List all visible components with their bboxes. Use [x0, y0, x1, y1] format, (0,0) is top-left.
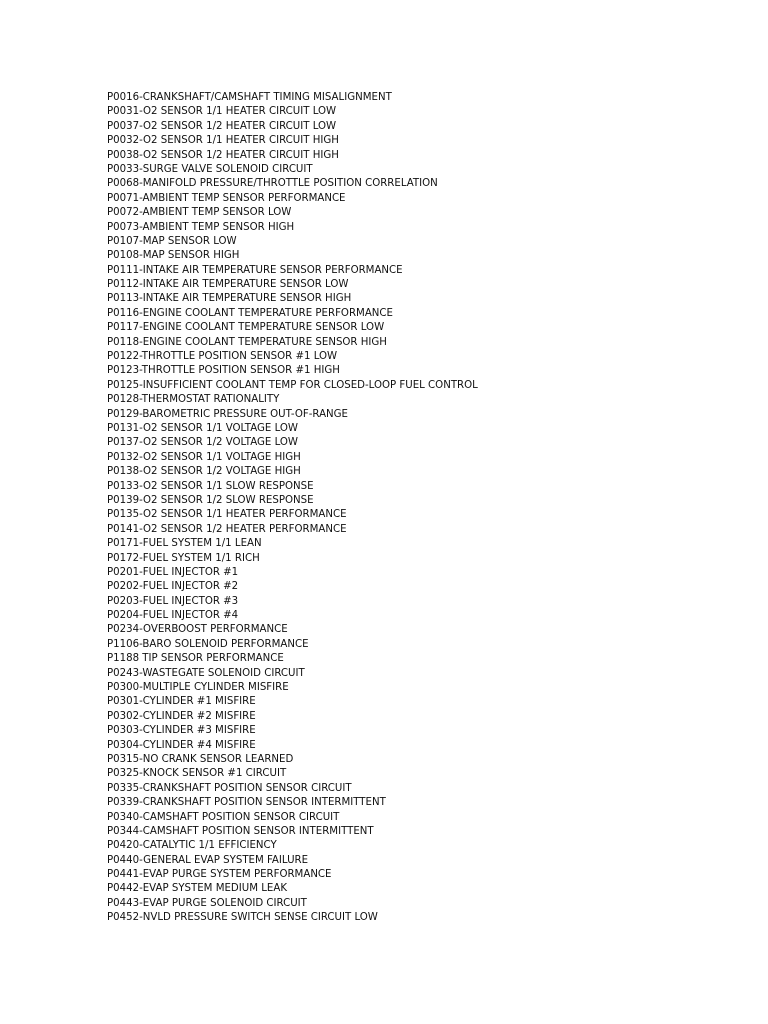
trouble-code-line: P0037-O2 SENSOR 1/2 HEATER CIRCUIT LOW: [107, 120, 337, 132]
trouble-code-line: P0300-MULTIPLE CYLINDER MISFIRE: [107, 682, 289, 694]
trouble-code-line: P0038-O2 SENSOR 1/2 HEATER CIRCUIT HIGH: [107, 149, 339, 161]
trouble-code-line: P0301-CYLINDER #1 MISFIRE: [107, 696, 256, 708]
trouble-code-line: P0116-ENGINE COOLANT TEMPERATURE PERFORMANCE: [107, 307, 393, 319]
trouble-code-line: P0201-FUEL INJECTOR #1: [107, 566, 239, 578]
trouble-code-line: P0141-O2 SENSOR 1/2 HEATER PERFORMANCE: [107, 523, 347, 535]
trouble-code-line: P0203-FUEL INJECTOR #3: [107, 595, 239, 607]
trouble-code-line: P0344-CAMSHAFT POSITION SENSOR INTERMITTENT: [107, 825, 374, 837]
trouble-code-line: P0137-O2 SENSOR 1/2 VOLTAGE LOW: [107, 437, 299, 449]
trouble-code-line: P0303-CYLINDER #3 MISFIRE: [107, 725, 256, 737]
trouble-code-line: P0171-FUEL SYSTEM 1/1 LEAN: [107, 538, 262, 550]
trouble-code-line: P0129-BAROMETRIC PRESSURE OUT-OF-RANGE: [107, 408, 348, 420]
trouble-code-line: P0172-FUEL SYSTEM 1/1 RICH: [107, 552, 260, 564]
trouble-code-line: P0108-MAP SENSOR HIGH: [107, 250, 240, 262]
trouble-code-line: P0335-CRANKSHAFT POSITION SENSOR CIRCUIT: [107, 782, 352, 794]
trouble-code-line: P0304-CYLINDER #4 MISFIRE: [107, 739, 256, 751]
trouble-code-line: P0135-O2 SENSOR 1/1 HEATER PERFORMANCE: [107, 509, 347, 521]
trouble-code-line: P0033-SURGE VALVE SOLENOID CIRCUIT: [107, 163, 313, 175]
trouble-code-line: P0202-FUEL INJECTOR #2: [107, 581, 239, 593]
trouble-code-line: P0139-O2 SENSOR 1/2 SLOW RESPONSE: [107, 494, 314, 506]
trouble-code-line: P0442-EVAP SYSTEM MEDIUM LEAK: [107, 883, 288, 895]
trouble-code-line: P0443-EVAP PURGE SOLENOID CIRCUIT: [107, 897, 307, 909]
trouble-code-line: P0032-O2 SENSOR 1/1 HEATER CIRCUIT HIGH: [107, 135, 339, 147]
trouble-code-line: P0118-ENGINE COOLANT TEMPERATURE SENSOR HIGH: [107, 336, 387, 348]
trouble-code-line: P0440-GENERAL EVAP SYSTEM FAILURE: [107, 854, 309, 866]
trouble-code-line: P0315-NO CRANK SENSOR LEARNED: [107, 753, 294, 765]
trouble-code-line: P0123-THROTTLE POSITION SENSOR #1 HIGH: [107, 365, 340, 377]
trouble-code-line: P0107-MAP SENSOR LOW: [107, 235, 237, 247]
trouble-code-line: P0234-OVERBOOST PERFORMANCE: [107, 624, 288, 636]
trouble-code-line: P0071-AMBIENT TEMP SENSOR PERFORMANCE: [107, 192, 346, 204]
trouble-code-line: P0031-O2 SENSOR 1/1 HEATER CIRCUIT LOW: [107, 106, 337, 118]
trouble-code-line: P0117-ENGINE COOLANT TEMPERATURE SENSOR LOW: [107, 322, 385, 334]
trouble-code-line: P0133-O2 SENSOR 1/1 SLOW RESPONSE: [107, 480, 314, 492]
trouble-code-line: P0420-CATALYTIC 1/1 EFFICIENCY: [107, 840, 277, 852]
trouble-code-line: P0132-O2 SENSOR 1/1 VOLTAGE HIGH: [107, 451, 301, 463]
trouble-code-line: P0073-AMBIENT TEMP SENSOR HIGH: [107, 221, 295, 233]
trouble-code-line: P0128-THERMOSTAT RATIONALITY: [107, 394, 280, 406]
trouble-code-line: P0204-FUEL INJECTOR #4: [107, 610, 239, 622]
trouble-code-line: P0441-EVAP PURGE SYSTEM PERFORMANCE: [107, 869, 332, 881]
trouble-code-line: P0340-CAMSHAFT POSITION SENSOR CIRCUIT: [107, 811, 340, 823]
trouble-code-line: P0112-INTAKE AIR TEMPERATURE SENSOR LOW: [107, 279, 349, 291]
trouble-code-line: P0138-O2 SENSOR 1/2 VOLTAGE HIGH: [107, 466, 301, 478]
trouble-code-line: P0113-INTAKE AIR TEMPERATURE SENSOR HIGH: [107, 293, 352, 305]
trouble-code-line: P0131-O2 SENSOR 1/1 VOLTAGE LOW: [107, 422, 299, 434]
trouble-code-line: P0325-KNOCK SENSOR #1 CIRCUIT: [107, 768, 287, 780]
trouble-code-line: P0111-INTAKE AIR TEMPERATURE SENSOR PERFORMANCE: [107, 264, 403, 276]
trouble-code-line: P0068-MANIFOLD PRESSURE/THROTTLE POSITION CORRELATION: [107, 178, 438, 190]
trouble-code-line: P0339-CRANKSHAFT POSITION SENSOR INTERMITTENT: [107, 797, 386, 809]
trouble-code-line: P0452-NVLD PRESSURE SWITCH SENSE CIRCUIT LOW: [107, 912, 378, 924]
trouble-code-line: P0072-AMBIENT TEMP SENSOR LOW: [107, 207, 292, 219]
trouble-code-list: [107, 91, 478, 926]
trouble-code-line: P1106-BARO SOLENOID PERFORMANCE: [107, 638, 309, 650]
trouble-code-line: P0016-CRANKSHAFT/CAMSHAFT TIMING MISALIGNMENT: [107, 92, 392, 103]
trouble-code-line: P0125-INSUFFICIENT COOLANT TEMP FOR CLOSED-LOOP FUEL CONTROL: [107, 379, 478, 391]
trouble-code-line: P0122-THROTTLE POSITION SENSOR #1 LOW: [107, 351, 338, 363]
trouble-code-line: P0302-CYLINDER #2 MISFIRE: [107, 710, 256, 722]
trouble-code-line: P1188 TIP SENSOR PERFORMANCE: [107, 653, 284, 665]
trouble-code-line: P0243-WASTEGATE SOLENOID CIRCUIT: [107, 667, 305, 679]
